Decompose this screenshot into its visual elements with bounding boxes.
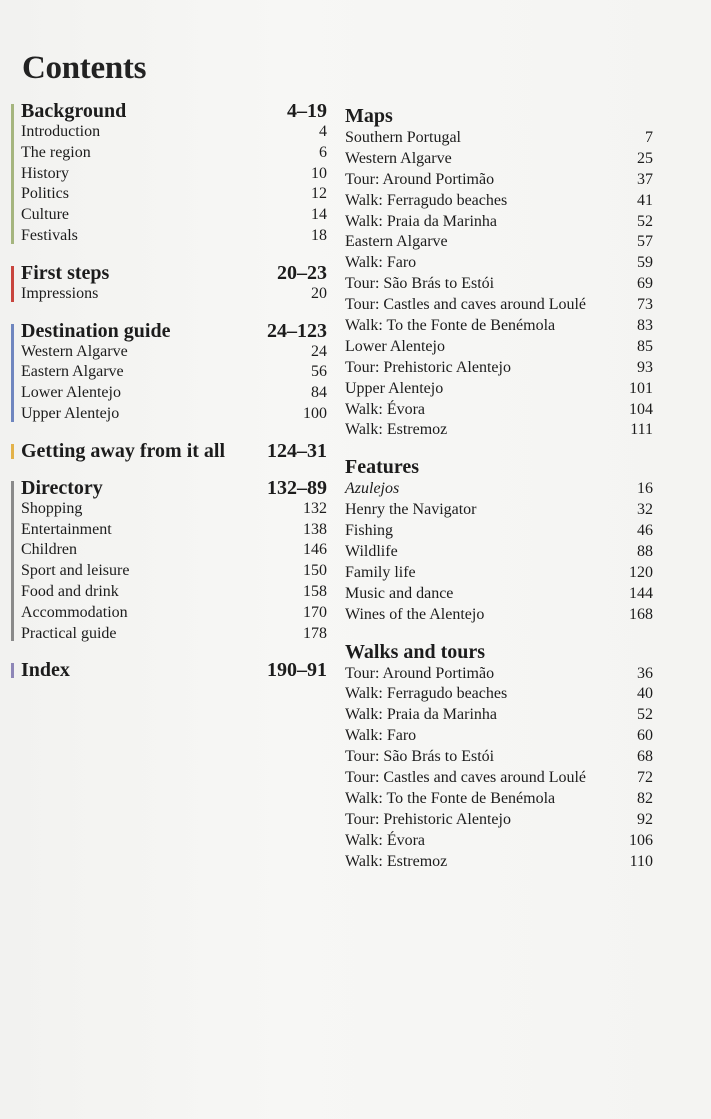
toc-entry-label: Sport and leisure: [21, 562, 130, 580]
toc-entry-label: Western Algarve: [345, 149, 452, 167]
toc-entry-page: 4: [319, 123, 327, 140]
toc-entry-page: 40: [637, 685, 653, 703]
toc-entry[interactable]: [21, 561, 327, 582]
toc-entry-page: 158: [303, 582, 327, 600]
toc-entry-page: 100: [303, 404, 327, 422]
toc-entry[interactable]: [21, 122, 327, 143]
toc-entry-page: 41: [637, 191, 653, 209]
toc-entry-label: Lower Alentejo: [21, 384, 121, 402]
toc-entry-label: Walk: Ferragudo beaches: [345, 685, 508, 703]
section-first-steps: [11, 262, 327, 305]
toc-entry-label: Walk: Évora: [345, 400, 426, 418]
toc-entry[interactable]: [345, 584, 653, 605]
toc-entry-page: 88: [637, 543, 653, 561]
left-column: [11, 100, 327, 681]
toc-entry[interactable]: [345, 500, 653, 521]
toc-entry-label: Impressions: [21, 284, 99, 302]
toc-entry-page: 146: [303, 541, 327, 559]
toc-entry-label: Walk: Praia da Marinha: [345, 706, 497, 724]
toc-entry-page: 111: [630, 421, 653, 439]
toc-entry-page: 10: [311, 164, 327, 182]
toc-entry-label: Walk: Ferragudo beaches: [345, 191, 508, 209]
section-heading[interactable]: [21, 477, 327, 499]
toc-entry-page: 59: [637, 254, 653, 272]
section-color-bar: [11, 481, 14, 642]
section-walks-and-tours: [345, 640, 653, 873]
toc-entry-page: 32: [637, 501, 653, 519]
page-title: Contents: [22, 50, 147, 86]
toc-entry[interactable]: [21, 284, 327, 305]
toc-entry-page: 6: [319, 143, 327, 161]
toc-entry-label: Azulejos: [345, 480, 400, 498]
toc-entry-label: Accommodation: [21, 603, 128, 621]
toc-entry-label: Walk: Faro: [345, 254, 417, 272]
toc-entry-label: Shopping: [21, 499, 83, 517]
toc-entry-page: 56: [311, 363, 327, 381]
toc-entry-label: Tour: Prehistoric Alentejo: [345, 810, 511, 828]
section-destination-guide: [11, 320, 327, 425]
section-heading-label: Index: [21, 659, 70, 682]
section-background: [11, 100, 327, 247]
toc-entry-page: 110: [629, 852, 653, 870]
section-heading-label: Background: [21, 100, 127, 122]
toc-entry-page: 178: [303, 624, 327, 642]
toc-entry-page: 101: [629, 379, 653, 397]
toc-entry-label: Entertainment: [21, 520, 112, 538]
section-maps: [345, 104, 653, 441]
section-heading[interactable]: [21, 100, 327, 122]
section-color-bar: [11, 266, 14, 302]
toc-entry-page: 18: [311, 226, 327, 244]
toc-entry-label: Introduction: [21, 123, 101, 140]
toc-entry-label: Tour: Prehistoric Alentejo: [345, 358, 511, 376]
toc-entry-label: Practical guide: [21, 624, 117, 642]
toc-entry-label: Western Algarve: [21, 342, 128, 360]
section-heading-label: Destination guide: [21, 319, 171, 342]
toc-entry-label: Children: [21, 541, 77, 559]
toc-entry-page: 46: [637, 522, 653, 540]
section-heading[interactable]: [21, 320, 327, 342]
toc-entry-page: 144: [629, 584, 653, 602]
toc-entry-label: Tour: Castles and caves around Loulé: [345, 296, 587, 314]
toc-entry[interactable]: [345, 684, 653, 705]
toc-entry-label: Eastern Algarve: [345, 233, 448, 251]
toc-entry-page: 104: [629, 400, 653, 418]
section-getting-away: [11, 440, 327, 462]
toc-entry[interactable]: [21, 582, 327, 603]
toc-entry-page: 7: [645, 129, 653, 146]
toc-entry-page: 52: [637, 212, 653, 230]
toc-entry-page: 73: [637, 296, 653, 314]
toc-entry-page: 92: [637, 810, 653, 828]
toc-entry-page: 68: [637, 748, 653, 766]
toc-entry-page: 83: [637, 317, 653, 335]
toc-entry-page: 82: [637, 789, 653, 807]
toc-entry-label: Politics: [21, 185, 70, 203]
section-heading: Walks and tours: [345, 640, 486, 663]
toc-entry[interactable]: [345, 379, 653, 400]
toc-entry-page: 36: [637, 664, 653, 682]
toc-entry-page: 106: [629, 831, 653, 849]
toc-entry[interactable]: [21, 143, 327, 164]
toc-entry-page: 150: [303, 562, 327, 580]
toc-entry[interactable]: [345, 232, 653, 253]
toc-entry[interactable]: [345, 358, 653, 379]
toc-entry-page: 60: [637, 727, 653, 745]
toc-entry[interactable]: [345, 170, 653, 191]
toc-entry-label: Tour: São Brás to Estói: [345, 275, 495, 293]
toc-entry[interactable]: [345, 128, 653, 149]
toc-entry-page: 72: [637, 769, 653, 787]
section-page-range: 190–91: [267, 659, 327, 682]
section-page-range: 20–23: [277, 261, 327, 284]
toc-entry[interactable]: [345, 605, 653, 626]
toc-entry[interactable]: [21, 184, 327, 205]
section-color-bar: [11, 324, 14, 422]
toc-entry-page: 25: [637, 149, 653, 167]
toc-entry-label: Walk: To the Fonte de Benémola: [345, 789, 556, 807]
toc-entry[interactable]: [21, 624, 327, 645]
toc-entry-label: Music and dance: [345, 584, 454, 602]
toc-entry-label: Tour: São Brás to Estói: [345, 748, 495, 766]
toc-entry[interactable]: [21, 362, 327, 383]
toc-entry[interactable]: [21, 164, 327, 185]
toc-entry[interactable]: [345, 563, 653, 584]
toc-entry-page: 85: [637, 337, 653, 355]
toc-entry-label: Upper Alentejo: [345, 379, 444, 397]
toc-entry-page: 93: [637, 358, 653, 376]
section-page-range: 24–123: [267, 319, 327, 342]
toc-entry[interactable]: [345, 479, 653, 500]
toc-entry-page: 138: [303, 520, 327, 538]
section-heading-label: Getting away from it all: [21, 439, 226, 462]
section-heading-label: First steps: [21, 261, 110, 284]
toc-entry[interactable]: [345, 253, 653, 274]
toc-entry-page: 14: [311, 206, 327, 224]
toc-entry-page: 69: [637, 275, 653, 293]
toc-entry[interactable]: [345, 521, 653, 542]
toc-entry[interactable]: [21, 520, 327, 541]
toc-entry-label: Walk: Estremoz: [345, 852, 448, 870]
toc-entry[interactable]: [345, 789, 653, 810]
toc-entry-label: Southern Portugal: [345, 129, 461, 146]
section-heading-label: Directory: [21, 476, 103, 499]
section-color-bar: [11, 663, 14, 678]
section-page-range: 124–31: [267, 439, 327, 462]
toc-entry[interactable]: [21, 540, 327, 561]
toc-entry-page: 52: [637, 706, 653, 724]
toc-entry[interactable]: [21, 603, 327, 624]
section-page-range: 132–89: [267, 476, 327, 499]
toc-entry[interactable]: [345, 664, 653, 685]
toc-entry-label: Tour: Castles and caves around Loulé: [345, 769, 587, 787]
toc-entry-label: Walk: Estremoz: [345, 421, 448, 439]
section-page-range: 4–19: [287, 100, 327, 122]
toc-entry-label: Festivals: [21, 226, 78, 244]
toc-entry-page: 132: [303, 499, 327, 517]
toc-entry[interactable]: [345, 831, 653, 852]
toc-entry[interactable]: [345, 316, 653, 337]
toc-entry[interactable]: [345, 726, 653, 747]
toc-entry-label: The region: [21, 143, 91, 161]
toc-entry-label: Upper Alentejo: [21, 404, 120, 422]
section-heading: Maps: [345, 105, 393, 127]
toc-entry-page: 84: [311, 384, 327, 402]
toc-entry-label: Eastern Algarve: [21, 363, 124, 381]
section-heading[interactable]: [21, 440, 327, 462]
toc-entry[interactable]: [21, 226, 327, 247]
section-heading: Features: [345, 456, 420, 479]
toc-entry-label: Culture: [21, 206, 69, 224]
toc-entry[interactable]: [345, 191, 653, 212]
toc-entry-page: 57: [637, 233, 653, 251]
toc-entry[interactable]: [345, 542, 653, 563]
section-color-bar: [11, 104, 14, 244]
toc-entry-label: Family life: [345, 563, 416, 581]
section-features: [345, 455, 653, 625]
toc-entry[interactable]: [345, 747, 653, 768]
toc-entry[interactable]: [345, 705, 653, 726]
toc-entry-page: 170: [303, 603, 327, 621]
toc-entry-label: Tour: Around Portimão: [345, 170, 495, 188]
toc-entry-label: Walk: Praia da Marinha: [345, 212, 497, 230]
toc-entry[interactable]: [345, 810, 653, 831]
toc-entry-label: Food and drink: [21, 582, 119, 600]
toc-entry-label: Wildlife: [345, 543, 398, 561]
toc-entry-page: 120: [629, 563, 653, 581]
toc-entry[interactable]: [345, 420, 653, 441]
toc-entry-label: Wines of the Alentejo: [345, 605, 485, 623]
toc-entry[interactable]: [345, 295, 653, 316]
section-index: [11, 659, 327, 681]
section-heading[interactable]: [21, 262, 327, 284]
toc-entry-page: 24: [311, 342, 327, 360]
toc-entry-page: 20: [311, 284, 327, 302]
toc-entry-label: History: [21, 164, 69, 182]
toc-entry-label: Henry the Navigator: [345, 501, 477, 519]
toc-entry[interactable]: [21, 404, 327, 425]
toc-entry-page: 37: [637, 170, 653, 188]
toc-entry[interactable]: [345, 274, 653, 295]
toc-entry[interactable]: [345, 768, 653, 789]
toc-entry-label: Walk: To the Fonte de Benémola: [345, 317, 556, 335]
toc-entry[interactable]: [21, 499, 327, 520]
toc-entry[interactable]: [345, 337, 653, 358]
toc-entry-page: 16: [637, 480, 653, 498]
toc-entry[interactable]: [345, 852, 653, 873]
toc-entry-label: Tour: Around Portimão: [345, 664, 495, 682]
section-color-bar: [11, 444, 14, 459]
toc-entry[interactable]: [21, 205, 327, 226]
toc-entry-page: 12: [311, 185, 327, 203]
toc-entry[interactable]: [21, 342, 327, 363]
toc-entry[interactable]: [345, 400, 653, 421]
section-directory: [11, 477, 327, 645]
section-heading[interactable]: [21, 659, 327, 681]
toc-entry-page: 168: [629, 605, 653, 623]
toc-entry[interactable]: [345, 212, 653, 233]
toc-entry-label: Fishing: [345, 522, 394, 540]
toc-entry[interactable]: [21, 383, 327, 404]
right-column: [345, 104, 653, 873]
toc-entry-label: Walk: Faro: [345, 727, 417, 745]
toc-entry[interactable]: [345, 149, 653, 170]
toc-entry-label: Walk: Évora: [345, 831, 426, 849]
toc-entry-label: Lower Alentejo: [345, 337, 445, 355]
